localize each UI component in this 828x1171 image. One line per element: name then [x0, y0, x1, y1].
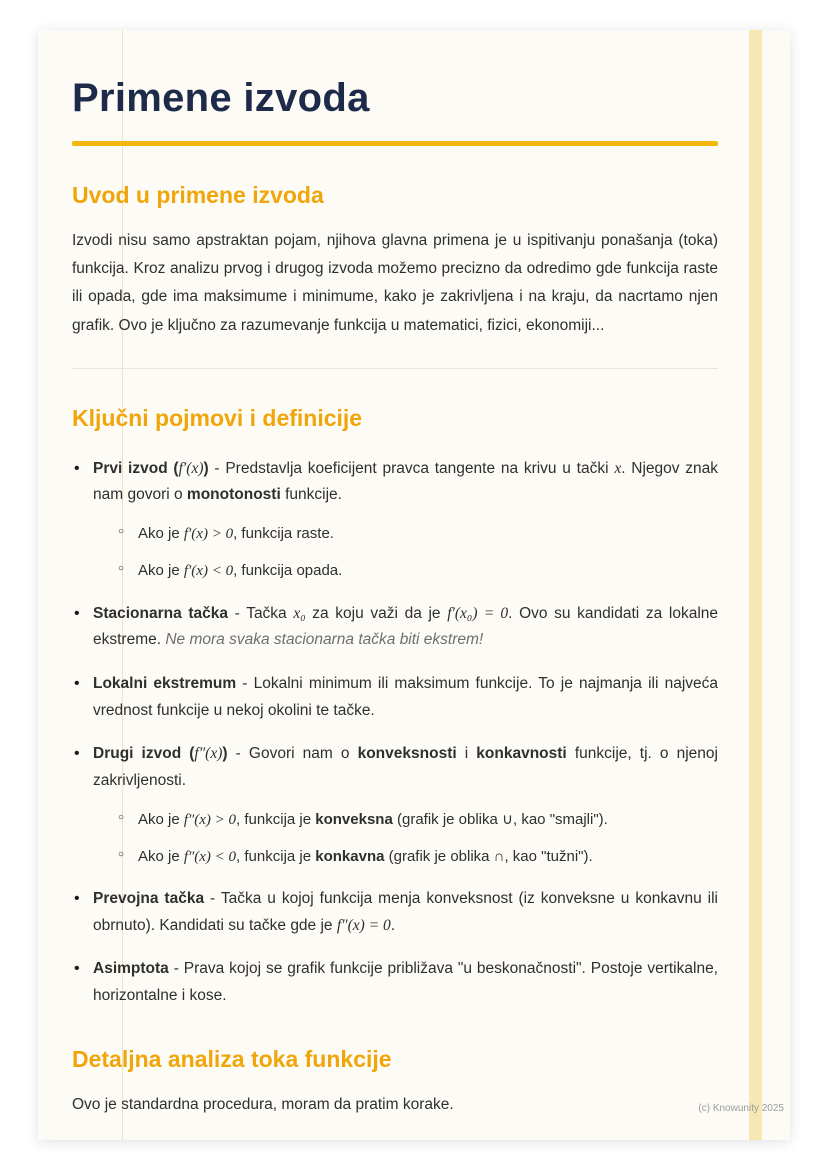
text-run: . Njegov znak nam govori o — [93, 459, 719, 504]
text-run: - Tačka — [228, 604, 294, 622]
text-run: i — [456, 745, 477, 763]
text-run: (grafik je oblika ∪, kao "smajli"). — [392, 810, 608, 828]
text-run: Izvodi nisu samo apstraktan pojam, njihova glavna primena je u ispitivanju ponašanja (toka) funkcija. Kroz analizu prvog i drugog izvoda možemo precizno da odredimo gde funkcija raste ili opada, gde ima maksimume i minimume, kako je zakrivljena i na kraju, da nacrtamo njen grafik. Ovo je ključno za razumevanje funkcija u matematici, fizici, ekonomiji... — [72, 232, 718, 334]
text-run: Ako je — [138, 525, 184, 543]
bold-text: konveksnosti — [357, 745, 457, 763]
math-inline: x — [614, 459, 622, 477]
section-pojmovi — [72, 405, 718, 1010]
text-run: Ako je — [138, 847, 184, 865]
math-inline: f′(x) — [178, 459, 204, 477]
list-item — [72, 956, 718, 1009]
bold-text: Asimptota — [93, 960, 169, 978]
section-heading: Uvod u primene izvoda — [72, 182, 324, 208]
text-run: Ako je — [138, 562, 184, 580]
text-run: za koju važi da je — [305, 604, 448, 622]
sub-bullet-list — [118, 808, 718, 870]
bold-text: konveksna — [315, 810, 393, 828]
text-run: , funkcija opada. — [233, 562, 343, 580]
bold-text: Stacionarna tačka — [93, 604, 229, 622]
sub-list-item — [118, 808, 718, 832]
bold-text: Prevojna tačka — [93, 890, 205, 908]
text-run: - Prava kojoj se grafik funkcije približava "u beskonačnosti". Postoje vertikalne, horizontalne i kose. — [93, 960, 718, 1005]
text-run: , funkcija je — [236, 810, 316, 828]
list-item — [72, 456, 718, 584]
math-inline: f″(x) > 0 — [183, 811, 237, 828]
bold-text: konkavnosti — [476, 745, 567, 763]
math-inline: f′(x₀) = 0 — [447, 604, 509, 622]
text-run: , funkcija raste. — [233, 525, 334, 543]
bold-text: monotonosti — [186, 486, 281, 504]
section-uvod — [72, 182, 718, 369]
list-item — [72, 886, 718, 939]
text-run: (grafik je oblika ∩, kao "tužni"). — [384, 847, 593, 865]
copyright-footer: (c) Knowunity 2025 — [698, 1103, 784, 1114]
text-run: . Ovo su kandidati za lokalne ekstreme. — [93, 604, 718, 649]
sub-list-item — [118, 522, 718, 546]
bold-text: konkavna — [315, 847, 385, 865]
text-run: - Tačka u kojoj funkcija menja konveksnost (iz konveksne u konkavnu ili obrnuto). Kandidati su tačke gde je — [93, 890, 718, 934]
text-run: - Predstavlja koeficijent pravca tangente na krivu u tački — [208, 459, 615, 477]
text-run: - Lokalni minimum ili maksimum funkcije. To je najmanja ili najveća vrednost funkcije u nekoj okolini te tačke. — [93, 674, 719, 719]
bold-text: Lokalni ekstremum — [93, 674, 237, 692]
paragraph — [72, 1091, 718, 1119]
text-run: funkcije, tj. o njenoj zakrivljenosti. — [93, 745, 718, 789]
math-inline: f″(x) = 0 — [336, 916, 391, 934]
bullet-list — [72, 456, 718, 1010]
title-underline — [72, 141, 718, 146]
section-analiza — [72, 1046, 718, 1119]
text-run: . — [390, 916, 396, 934]
bold-text: ) — [203, 459, 209, 477]
sub-list-item — [118, 845, 718, 869]
sub-bullet-list — [118, 522, 718, 584]
section-divider — [72, 368, 718, 369]
section-heading: Ključni pojmovi i definicije — [72, 404, 363, 431]
text-run: funkcije. — [280, 486, 342, 504]
bold-text: ) — [222, 745, 228, 763]
text-run: Ako je — [138, 810, 184, 828]
page-title: Primene izvoda — [72, 76, 370, 120]
italic-note: Ne mora svaka stacionarna tačka biti ekstrem! — [165, 631, 484, 649]
text-run: Ovo je standardna procedura, moram da pratim korake. — [72, 1095, 454, 1113]
list-item — [72, 601, 718, 654]
list-item — [72, 671, 718, 724]
text-run: , funkcija je — [236, 847, 316, 865]
sub-list-item — [118, 559, 718, 583]
math-inline: f″(x) — [194, 745, 223, 763]
section-heading: Detaljna analiza toka funkcije — [72, 1045, 392, 1072]
bold-text: Drugi izvod ( — [93, 745, 195, 763]
paragraph — [72, 227, 718, 340]
document-page — [38, 30, 790, 1140]
text-run: - Govori nam o — [227, 745, 358, 763]
math-inline: x₀ — [293, 604, 306, 622]
math-inline: f′(x) < 0 — [183, 563, 234, 580]
page-content — [38, 30, 790, 1119]
math-inline: f′(x) > 0 — [183, 526, 234, 543]
list-item — [72, 741, 718, 869]
bold-text: Prvi izvod ( — [93, 459, 179, 477]
document-sections — [72, 182, 718, 1119]
math-inline: f″(x) < 0 — [183, 848, 237, 865]
